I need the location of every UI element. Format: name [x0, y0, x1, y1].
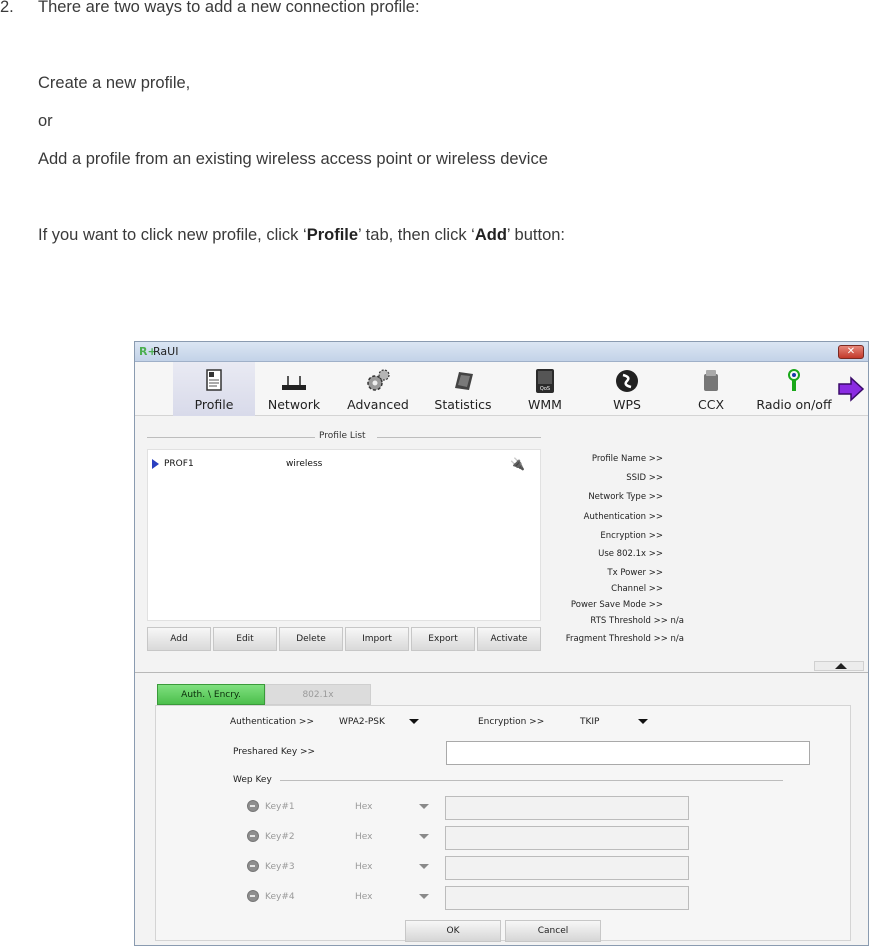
- intro-text: There are two ways to add a new connection profile:: [38, 0, 420, 16]
- tab-statistics-label: Statistics: [434, 397, 492, 412]
- ssid-label: SSID >>: [626, 473, 663, 483]
- app-logo-icon: R+: [139, 345, 157, 358]
- tab-wps-label: WPS: [613, 397, 641, 412]
- network-icon: [280, 368, 308, 394]
- tab-wmm-label: WMM: [528, 397, 562, 412]
- key1-radio[interactable]: [247, 800, 259, 812]
- wps-icon: [613, 368, 641, 394]
- profile-list-rule-right: [377, 437, 541, 438]
- key1-label: Key#1: [265, 802, 295, 812]
- profile-icon: [200, 368, 228, 394]
- ok-button[interactable]: OK: [405, 920, 501, 942]
- cancel-button[interactable]: Cancel: [505, 920, 601, 942]
- radio-antenna-icon: [780, 368, 808, 394]
- or-text: or: [38, 112, 53, 130]
- key2-input[interactable]: [445, 826, 689, 850]
- ccx-icon: [697, 368, 725, 394]
- step-number: 2.: [0, 0, 14, 16]
- authentication-select[interactable]: WPA2-PSK: [339, 717, 385, 727]
- tab-auth-encry[interactable]: Auth. \ Encry.: [157, 684, 265, 705]
- key1-input[interactable]: [445, 796, 689, 820]
- tab-network-label: Network: [267, 397, 321, 412]
- key2-radio[interactable]: [247, 830, 259, 842]
- use-8021x-label: Use 802.1x >>: [598, 549, 663, 559]
- encryption-select[interactable]: TKIP: [580, 717, 600, 727]
- next-arrow-icon[interactable]: [837, 376, 865, 402]
- instruction-profile-word: Profile: [306, 226, 359, 244]
- key4-input[interactable]: [445, 886, 689, 910]
- window-title: RaUI: [153, 345, 179, 358]
- key3-label: Key#3: [265, 862, 295, 872]
- tab-network[interactable]: [259, 362, 329, 416]
- tab-wmm[interactable]: [515, 362, 575, 416]
- network-type-label: Network Type >>: [588, 492, 663, 502]
- tab-advanced[interactable]: [341, 362, 415, 416]
- tab-8021x[interactable]: 802.1x: [265, 684, 371, 705]
- profile-list-rule-left: [147, 437, 317, 438]
- export-button[interactable]: Export: [411, 627, 475, 651]
- wmm-icon: [531, 368, 559, 394]
- option-create-text: Create a new profile,: [38, 74, 191, 92]
- key1-dropdown-icon[interactable]: [419, 804, 429, 809]
- fragment-threshold-label: Fragment Threshold >> n/a: [565, 634, 684, 644]
- title-bar[interactable]: [135, 342, 868, 362]
- profile-name-label: Profile Name >>: [591, 454, 663, 464]
- rts-threshold-label: RTS Threshold >> n/a: [590, 616, 684, 626]
- wep-key-rule: [280, 780, 783, 781]
- selected-arrow-icon: [152, 459, 159, 469]
- tx-power-label: Tx Power >>: [607, 568, 663, 578]
- option-existing-text: Add a profile from an existing wireless access point or wireless device: [38, 150, 548, 168]
- plug-icon: 🔌: [510, 457, 525, 471]
- key1-format-select[interactable]: Hex: [355, 802, 373, 812]
- collapse-button[interactable]: [814, 661, 864, 671]
- key2-label: Key#2: [265, 832, 295, 842]
- tab-wps[interactable]: [597, 362, 657, 416]
- import-button[interactable]: Import: [345, 627, 409, 651]
- key4-dropdown-icon[interactable]: [419, 894, 429, 899]
- encryption-info-label: Encryption >>: [600, 531, 663, 541]
- encryption-label: Encryption >>: [478, 717, 545, 727]
- tab-advanced-label: Advanced: [347, 397, 409, 412]
- key3-dropdown-icon[interactable]: [419, 864, 429, 869]
- profile-list-title: Profile List: [315, 431, 370, 441]
- key3-radio[interactable]: [247, 860, 259, 872]
- key3-format-select[interactable]: Hex: [355, 862, 373, 872]
- profile-list[interactable]: [147, 449, 541, 621]
- key2-dropdown-icon[interactable]: [419, 834, 429, 839]
- authentication-info-label: Authentication >>: [583, 512, 663, 522]
- add-button[interactable]: Add: [147, 627, 211, 651]
- authentication-dropdown-icon[interactable]: [409, 719, 419, 724]
- instruction-text: [38, 226, 565, 245]
- encryption-dropdown-icon[interactable]: [638, 719, 648, 724]
- tab-ccx-label: CCX: [697, 397, 725, 412]
- tab-radio-label: Radio on/off: [756, 397, 832, 412]
- section-divider: [135, 672, 868, 673]
- tab-ccx[interactable]: [681, 362, 741, 416]
- channel-label: Channel >>: [611, 584, 663, 594]
- instruction-add-word: Add: [474, 226, 507, 244]
- svg-text:QoS: QoS: [539, 386, 551, 392]
- gears-icon: [364, 368, 392, 394]
- tab-radio-on-off[interactable]: [751, 362, 837, 416]
- key4-label: Key#4: [265, 892, 295, 902]
- close-button[interactable]: ✕: [838, 345, 864, 359]
- key4-radio[interactable]: [247, 890, 259, 902]
- key2-format-select[interactable]: Hex: [355, 832, 373, 842]
- delete-button[interactable]: Delete: [279, 627, 343, 651]
- instruction-part3: ’ button:: [506, 226, 566, 244]
- preshared-key-input[interactable]: [446, 741, 810, 765]
- profile-type: wireless: [286, 459, 323, 469]
- activate-button[interactable]: Activate: [477, 627, 541, 651]
- authentication-label: Authentication >>: [230, 717, 315, 727]
- wep-key-label: Wep Key: [233, 775, 272, 785]
- tab-profile-label: Profile: [194, 397, 234, 412]
- toolbar: [135, 362, 868, 416]
- preshared-key-label: Preshared Key >>: [233, 747, 316, 757]
- statistics-icon: [449, 368, 477, 394]
- profile-name: PROF1: [164, 459, 194, 469]
- power-save-mode-label: Power Save Mode >>: [570, 600, 663, 610]
- tab-profile[interactable]: [173, 362, 255, 416]
- raui-window: [134, 341, 869, 946]
- key4-format-select[interactable]: Hex: [355, 892, 373, 902]
- tab-statistics[interactable]: [427, 362, 499, 416]
- list-item[interactable]: [148, 458, 540, 472]
- instruction-part2: ’ tab, then click ‘: [358, 226, 475, 244]
- key3-input[interactable]: [445, 856, 689, 880]
- edit-button[interactable]: Edit: [213, 627, 277, 651]
- instruction-part1: If you want to click new profile, click ‘: [38, 226, 307, 244]
